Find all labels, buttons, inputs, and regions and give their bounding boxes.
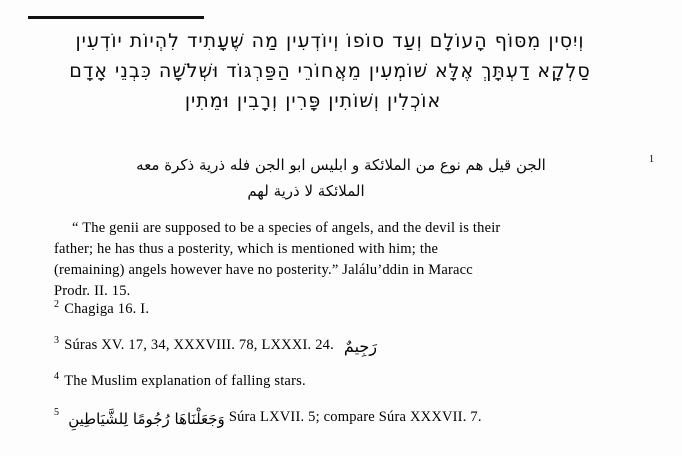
- hebrew-line-2: סַלְקָא דַעְתָּךְ אֶלָּא שׁוֹמְעִין מֵאֲחוֹרֵי הַפַּרְגּוֹד וּשְׁלֹשָׁה כִּבְנֵי אָדָם: [69, 60, 591, 82]
- footnote-5-text: Súra LXVII. 5; compare Súra XXXVII. 7.: [228, 408, 482, 425]
- footnote-5-number: 5: [54, 407, 60, 418]
- arabic-line-2: الملائكة لا ذرية لهم: [247, 182, 365, 200]
- hebrew-line-1: וְיִסִין מִסּוֹף הָעוֹלָם וְעַד סוֹפוֹ וְיוֹדְעִין מַה שֶּׁעָתִיד לִהְיוֹת יוֹדְעִין: [75, 30, 585, 52]
- english-quotation: [54, 218, 654, 302]
- horizontal-rule-divider: [28, 16, 204, 19]
- hebrew-passage: [0, 26, 682, 116]
- footnote-2-text: Chagiga 16. I.: [64, 300, 150, 317]
- arabic-footnote-1: [0, 152, 682, 204]
- hebrew-line-3: אוֹכְלִין וְשׁוֹתִין פָּרִין וְרָבִין וּמֵתִין: [184, 90, 442, 112]
- quote-line-3: (remaining) angels however have no posterity.” Jalálu’ddin in Maracc: [54, 262, 473, 278]
- footnote-4-text: The Muslim explanation of falling stars.: [64, 372, 306, 389]
- quote-line-4: Prodr. II. 15.: [54, 283, 131, 299]
- footnote-2-number: 2: [54, 299, 60, 310]
- footnote-3-arabic-term: رَجِيمٌ: [343, 336, 378, 356]
- footnote-3-number: 3: [54, 335, 60, 346]
- footnote-3-text: Súras XV. 17, 34, XXXVIII. 78, LXXXI. 24.: [64, 336, 334, 353]
- footnote-4: [54, 367, 306, 391]
- arabic-line-1: الجن قيل هم نوع من الملائكة و ابليس ابو الجن فله ذرية ذكرة معه: [136, 156, 546, 174]
- footnote-4-number: 4: [54, 371, 60, 382]
- footnote-2: [54, 295, 149, 319]
- footnote-3: [54, 331, 381, 357]
- footnote-marker-1: 1: [649, 154, 654, 165]
- quote-line-1: “ The genii are supposed to be a species of angels, and the devil is their: [72, 220, 501, 236]
- quote-line-2: father; he has thus a posterity, which is mentioned with him; the: [54, 241, 439, 257]
- footnote-5-arabic-quote: وَجَعَلْنَاهَا رُجُومًا لِلشَّيَاطِينِ: [68, 409, 225, 428]
- footnote-5: [54, 403, 482, 429]
